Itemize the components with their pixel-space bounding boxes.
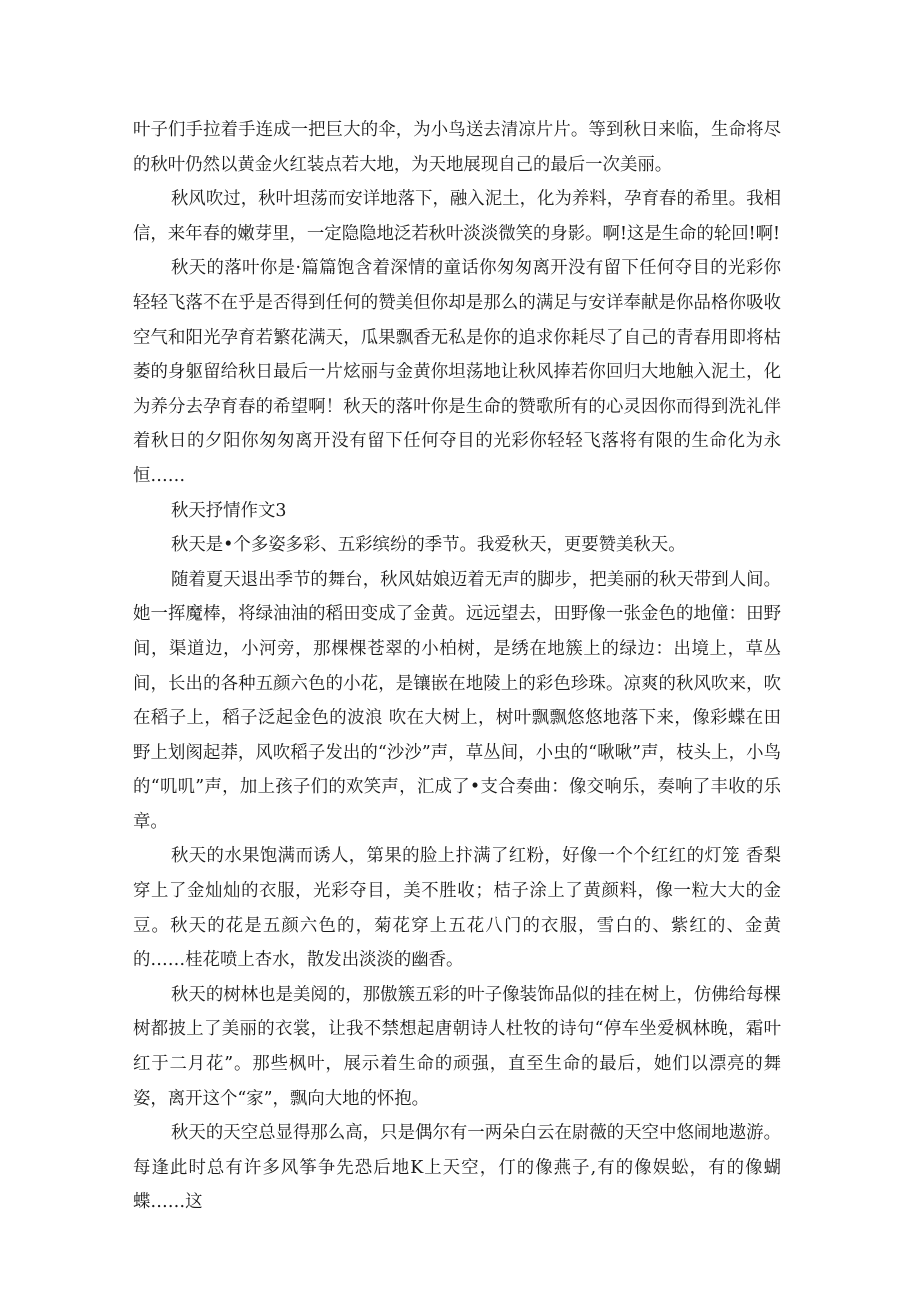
paragraph-1: 叶子们手拉着手连成一把巨大的伞，为小鸟送去清凉片片。等到秋日来临，生命将尽的秋叶仍然以黄金火红装点若大地，为天地展现自己的最后一次美丽。 xyxy=(133,120,781,175)
paragraph-8: 秋天的树林也是美阅的，那傲簇五彩的叶子像装饰品似的挂在树上，仿佛给每棵树都披上了美丽的衣裳，让我不禁想起唐朝诗人杜牧的诗句“停车坐爱枫林晚，霜叶红于二月花”。那些枫叶，展示着生命的顽强，直至生命的最后，她们以漂亮的舞姿，离开这个“家”，飘向大地的怀抱。 xyxy=(133,984,781,1109)
paragraph-5: 秋天是•个多姿多彩、五彩缤纷的季节。我爱秋天，更要赞美秋天。 xyxy=(171,535,686,556)
section-heading: 秋天抒情作文3 xyxy=(171,500,287,521)
paragraph-3: 秋天的落叶你是·篇篇饱含着深情的童话你匆匆离开没有留下任何夺目的光彩你轻轻飞落不在乎是否得到任何的赞美但你却是那么的满足与安详奉献是你品格你吸收空气和阳光孕育若繁花满天，瓜果飘香无私是你的追求你耗尽了自己的青春用即将枯萎的身躯留给秋日最后一片炫丽与金黄你坦荡地让秋风捧若你回归大地触入泥土，化为养分去孕育春的希望啊！秋天的落叶你是生命的赞歌所有的心灵因你而得到洗礼伴着秋日的夕阳你匆匆离开没有留下任何夺目的光彩你轻轻飞落将有限的生命化为永恒…… xyxy=(133,258,781,486)
document-body xyxy=(133,113,781,1220)
paragraph-7: 秋天的水果饱满而诱人，第果的脸上抃满了红粉，好像一个个红红的灯笼 香梨穿上了金灿灿的衣服，光彩夺目，美不胜收；桔子涂上了黄颜料，像一粒大大的金豆。秋天的花是五颜六色的，菊花穿上五花八门的衣服，雪白的、紫红的、金黄的……桂花喷上杏水，散发出淡淡的幽香。 xyxy=(133,846,781,971)
paragraph-2: 秋风吹过，秋叶坦荡而安详地落下，融入泥土，化为养料，孕育春的希里。我相信，来年春的嫩芽里，一定隐隐地泛若秋叶淡淡微笑的身影。啊!这是生命的轮回!啊! xyxy=(133,189,781,244)
paragraph-9: 秋天的天空总显得那么高，只是偶尔有一两朵白云在尉薇的天空中悠闹地遨游。每逢此时总有许多风筝争先恐后地K上天空，仃的像燕子,有的像娱蚣，有的像蝴蝶……这 xyxy=(133,1123,781,1213)
paragraph-6: 随着夏天退出季节的舞台，秋风姑娘迈着无声的脚步，把美丽的秋天带到人间。她一挥魔棒，将绿油油的稻田变成了金黄。远远望去，田野像一张金色的地僮：田野间，渠道边，小河旁，那棵棵苍翠的小柏树，是绣在地簇上的绿边：出境上，草丛间，长出的各种五颜六色的小花，是镶嵌在地陵上的彩色珍珠。凉爽的秋风吹来，吹在稻子上，稻子泛起金色的波浪 吹在大树上，树叶飘飘悠悠地落下来，像彩蝶在田野上划阂起莽，风吹稻子发出的“沙沙”声，草丛间，小虫的“啾啾”声，枝头上，小鸟的“叽叽”声，加上孩子们的欢笑声，汇成了•支合奏曲：像交响乐，奏响了丰收的乐章。 xyxy=(133,569,781,832)
